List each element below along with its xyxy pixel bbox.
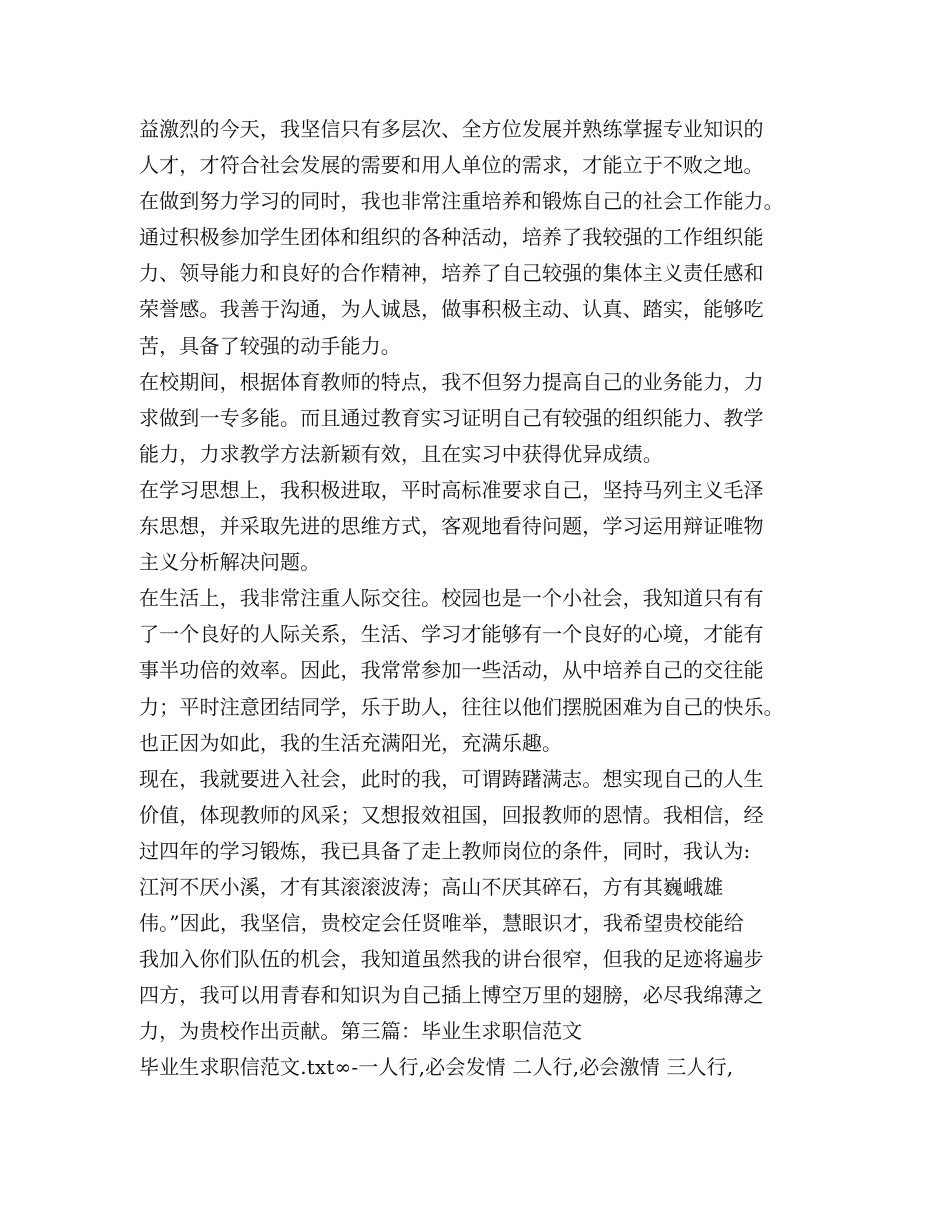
text-line: 东思想，并采取先进的思维方式，客观地看待问题，学习运用辩证唯物	[139, 514, 764, 539]
text-line: 事半功倍的效率。因此，我常常参加一些活动，从中培养自己的交往能	[139, 658, 764, 683]
text-line: 我加入你们队伍的机会，我知道虽然我的讲台很窄，但我的足迹将遍步	[139, 947, 764, 972]
text-line: 在学习思想上，我积极进取，平时高标准要求自己，坚持马列主义毛泽	[139, 477, 764, 502]
text-line: 人才，才符合社会发展的需要和用人单位的需求，才能立于不败之地。	[139, 153, 764, 178]
text-line: 荣誉感。我善于沟通，为人诚恳，做事积极主动、认真、踏实，能够吃	[139, 297, 764, 322]
text-line: 四方，我可以用青春和知识为自己插上博空万里的翅膀，必尽我绵薄之	[139, 983, 764, 1008]
text-line: 过四年的学习锻炼，我已具备了走上教师岗位的条件，同时，我认为:	[139, 838, 751, 863]
text-line: 伟。”因此，我坚信，贵校定会任贤唯举，慧眼识才，我希望贵校能给	[139, 911, 744, 936]
text-line: 力，为贵校作出贡献。第三篇：毕业生求职信范文	[139, 1019, 583, 1044]
text-line: 在做到努力学习的同时，我也非常注重培养和锻炼自己的社会工作能力。	[139, 189, 784, 214]
text-line: 价值，体现教师的风采；又想报效祖国，回报教师的恩情。我相信，经	[139, 802, 764, 827]
text-line: 在生活上，我非常注重人际交往。校园也是一个小社会，我知道只有有	[139, 586, 764, 611]
text-line: 通过积极参加学生团体和组织的各种活动，培养了我较强的工作组织能	[139, 225, 764, 250]
text-line: 力；平时注意团结同学，乐于助人，往往以他们摆脱困难为自己的快乐。	[139, 694, 784, 719]
text-line: 能力，力求教学方法新颖有效，且在实习中获得优异成绩。	[139, 441, 663, 466]
text-line: 江河不厌小溪，才有其滚滚波涛；高山不厌其碎石，方有其巍峨雄	[139, 874, 724, 899]
text-line: 力、领导能力和良好的合作精神，培养了自己较强的集体主义责任感和	[139, 261, 764, 286]
text-line: 益激烈的今天，我坚信只有多层次、全方位发展并熟练掌握专业知识的	[139, 117, 764, 141]
text-line: 主义分析解决问题。	[139, 550, 321, 575]
text-line: 求做到一专多能。而且通过教育实习证明自己有较强的组织能力、教学	[139, 405, 764, 430]
text-line: 在校期间，根据体育教师的特点，我不但努力提高自己的业务能力，力	[139, 369, 764, 394]
text-line: 也正因为如此，我的生活充满阳光，充满乐趣。	[139, 730, 563, 755]
text-line: 了一个良好的人际关系，生活、学习才能够有一个良好的心境，才能有	[139, 622, 764, 647]
text-line: 毕业生求职信范文.txt∞-一人行,必会发情 二人行,必会激情 三人行,	[139, 1055, 734, 1080]
body-text	[139, 111, 839, 1086]
text-line: 现在，我就要进入社会，此时的我，可谓踌躇满志。想实现自己的人生	[139, 766, 764, 791]
text-line: 苦，具备了较强的动手能力。	[139, 333, 401, 358]
